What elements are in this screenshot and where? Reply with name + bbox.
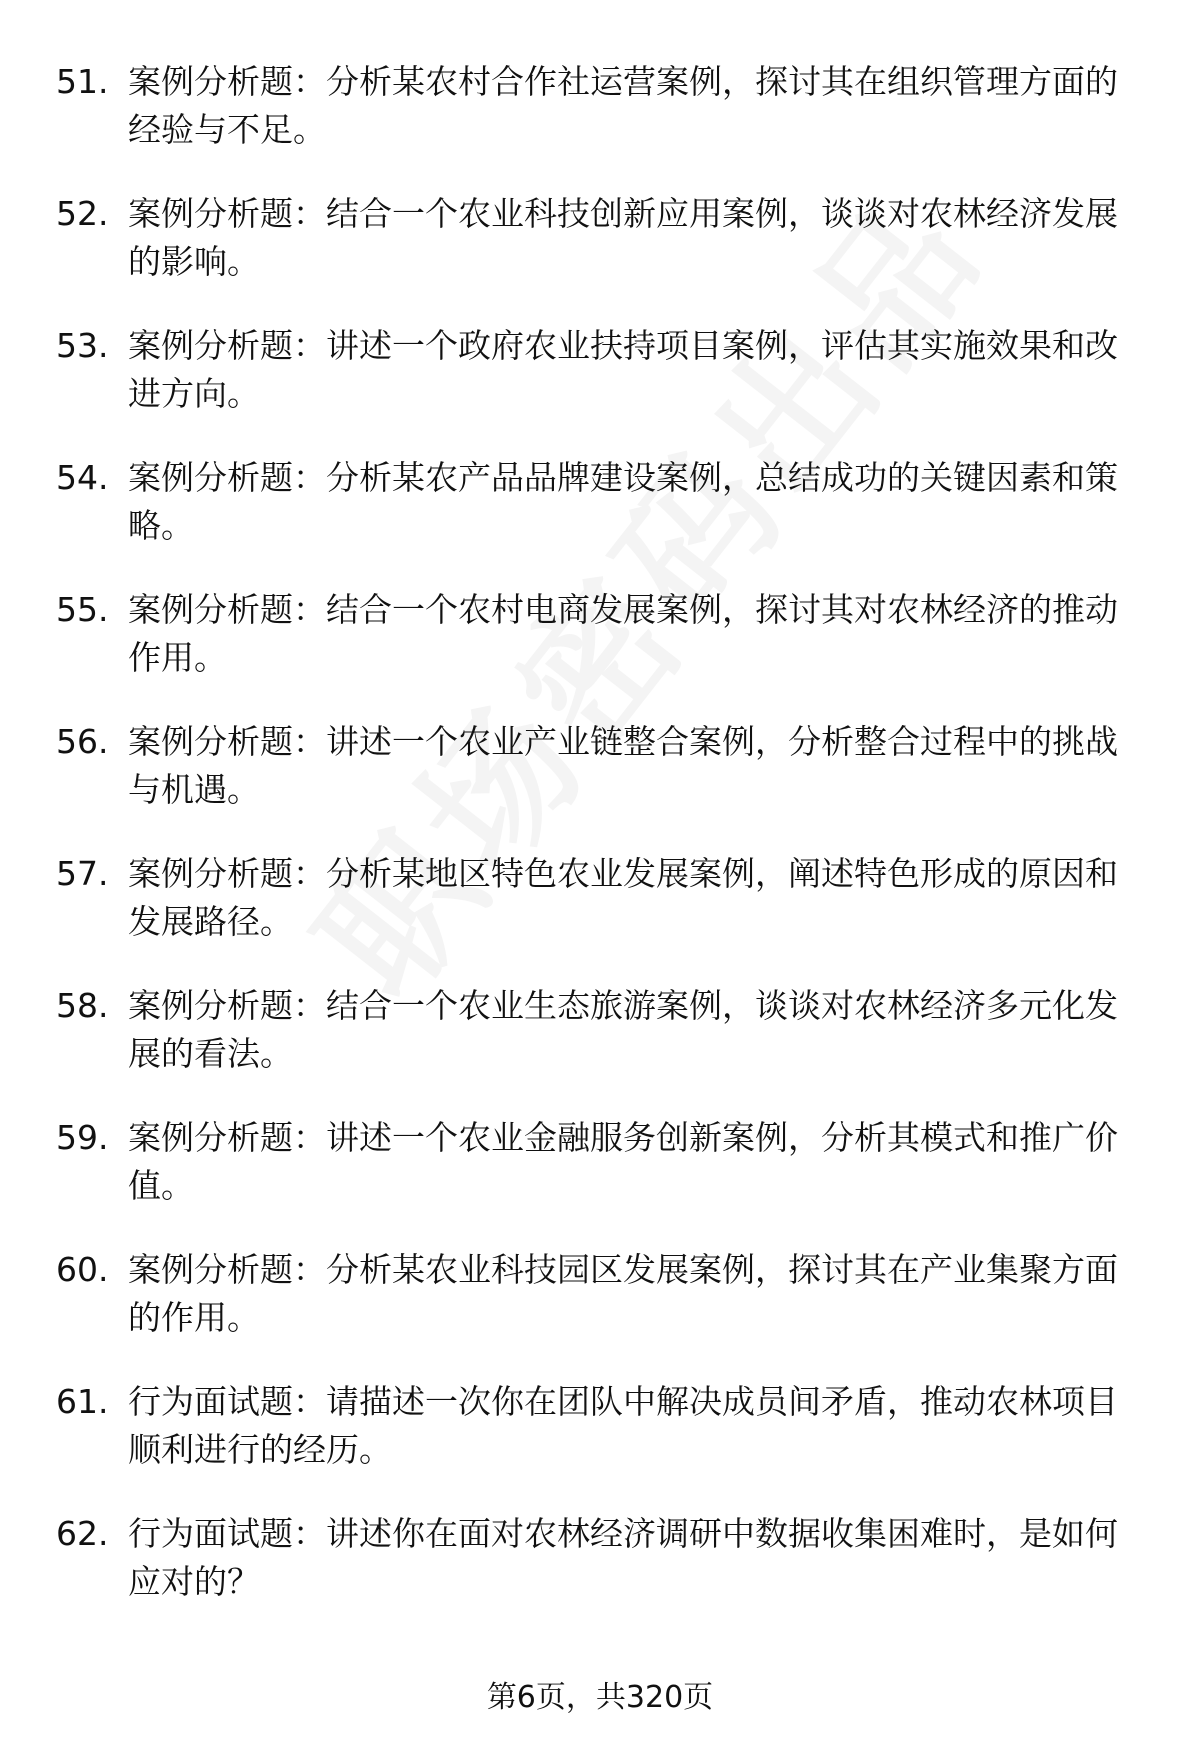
question-number: 56. <box>56 722 109 761</box>
list-item <box>56 1114 1146 1246</box>
list-item <box>56 190 1146 322</box>
list-item <box>56 586 1146 718</box>
question-list <box>56 58 1146 1642</box>
question-number: 52. <box>56 194 109 233</box>
question-number: 51. <box>56 62 109 101</box>
question-number: 57. <box>56 854 109 893</box>
list-item <box>56 58 1146 190</box>
list-item <box>56 718 1146 850</box>
question-number: 58. <box>56 986 109 1025</box>
question-number: 61. <box>56 1382 109 1421</box>
list-item <box>56 1246 1146 1378</box>
question-text: 案例分析题：结合一个农村电商发展案例，探讨其对农林经济的推动作用。 <box>128 590 1118 677</box>
list-item <box>56 322 1146 454</box>
question-text: 案例分析题：分析某农产品品牌建设案例，总结成功的关键因素和策略。 <box>128 458 1118 545</box>
list-item <box>56 454 1146 586</box>
question-number: 53. <box>56 326 109 365</box>
list-item <box>56 1510 1146 1642</box>
question-number: 54. <box>56 458 109 497</box>
list-item <box>56 850 1146 982</box>
question-number: 60. <box>56 1250 109 1289</box>
question-text: 行为面试题：讲述你在面对农林经济调研中数据收集困难时，是如何应对的？ <box>128 1514 1118 1601</box>
question-text: 案例分析题：分析某农业科技园区发展案例，探讨其在产业集聚方面的作用。 <box>128 1250 1118 1337</box>
question-text: 案例分析题：讲述一个政府农业扶持项目案例，评估其实施效果和改进方向。 <box>128 326 1118 413</box>
question-text: 案例分析题：结合一个农业生态旅游案例，谈谈对农林经济多元化发展的看法。 <box>128 986 1118 1073</box>
question-text: 案例分析题：讲述一个农业产业链整合案例，分析整合过程中的挑战与机遇。 <box>128 722 1118 809</box>
question-number: 62. <box>56 1514 109 1553</box>
question-text: 案例分析题：分析某农村合作社运营案例，探讨其在组织管理方面的经验与不足。 <box>128 62 1118 149</box>
page-number-footer: 第6页，共320页 <box>486 1680 714 1715</box>
list-item <box>56 982 1146 1114</box>
question-number: 59. <box>56 1118 109 1157</box>
question-number: 55. <box>56 590 109 629</box>
question-text: 行为面试题：请描述一次你在团队中解决成员间矛盾，推动农林项目顺利进行的经历。 <box>128 1382 1118 1469</box>
question-text: 案例分析题：讲述一个农业金融服务创新案例，分析其模式和推广价值。 <box>128 1118 1118 1205</box>
list-item <box>56 1378 1146 1510</box>
question-text: 案例分析题：分析某地区特色农业发展案例，阐述特色形成的原因和发展路径。 <box>128 854 1118 941</box>
question-text: 案例分析题：结合一个农业科技创新应用案例，谈谈对农林经济发展的影响。 <box>128 194 1118 281</box>
